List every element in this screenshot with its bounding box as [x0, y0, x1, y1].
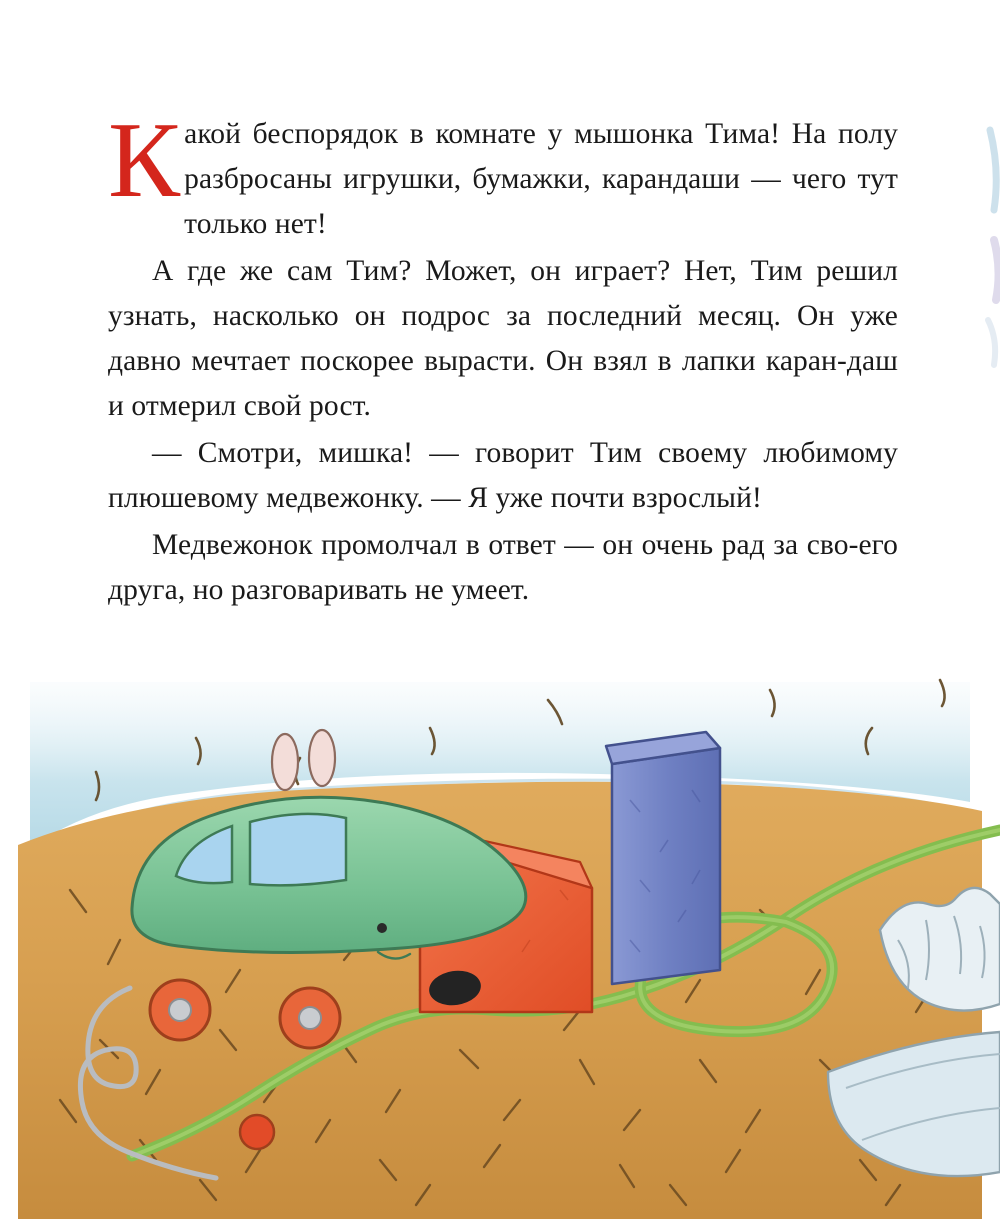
paragraph-4: Медвежонок промолчал в ответ — он очень рад за сво-его друга, но разговаривать не умеет. — [108, 529, 898, 606]
paragraph-1-text: акой беспорядок в комнате у мышонка Тима! На полу разбросаны игрушки, бумажки, карандаши — чего тут только нет! — [184, 118, 898, 240]
illustration — [0, 640, 1000, 1219]
paragraph-3: — Смотри, мишка! — говорит Тим своему любимому плюшевому медвежонку. — Я уже почти взрослый! — [108, 437, 898, 514]
paragraph-2: А где же сам Тим? Может, он играет? Нет, Тим решил узнать, насколько он подрос за последний месяц. Он уже давно мечтает поскорее вырасти. Он взял в лапки каран-даш и отмерил свой рост. — [108, 255, 898, 422]
paragraph-1 — [108, 101, 898, 247]
blue-rectangular-block — [606, 732, 720, 984]
drop-cap-letter: К — [108, 101, 181, 220]
red-ball-on-string — [240, 1115, 274, 1149]
edge-watercolor-marks — [960, 120, 1000, 380]
story-text — [108, 101, 898, 613]
